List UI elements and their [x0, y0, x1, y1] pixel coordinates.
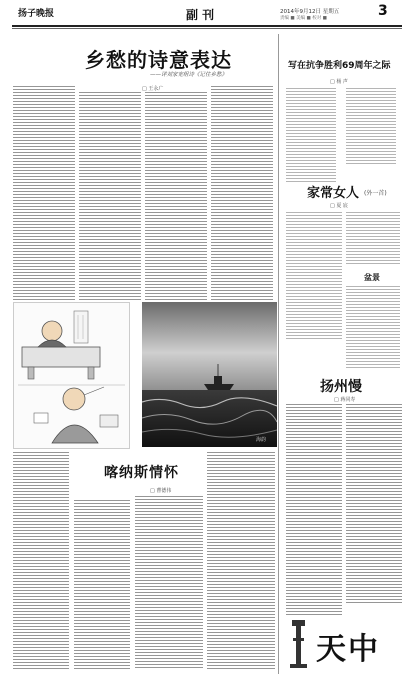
main-article-column-1 — [13, 86, 75, 302]
war-poem-byline: □ 杨 声 — [330, 79, 348, 85]
yangzhou-column-2 — [346, 404, 402, 604]
yangzhou-title: 扬州慢 — [320, 379, 362, 395]
main-article-byline: □ 王永广 — [142, 86, 164, 92]
bonsai-poem-verse — [346, 286, 400, 370]
bonsai-poem-title: 盆景 — [364, 273, 380, 282]
masthead-rule — [12, 25, 402, 27]
kanas-column-2 — [207, 452, 275, 670]
lower-left-column-1 — [13, 452, 69, 670]
lower-left-column-2 — [74, 500, 130, 670]
divider-vertical — [278, 34, 279, 674]
page-number: 3 — [378, 3, 388, 19]
main-article-column-4 — [211, 86, 273, 302]
family-poem-verse-1 — [286, 212, 342, 340]
main-article-column-3 — [145, 92, 207, 302]
date-line: 2014年9月12日 星期五 — [280, 9, 340, 15]
sea-photo-drawing — [142, 302, 277, 447]
editor-line: 责编 ■ 美编 ■ 校对 ■ — [280, 16, 327, 21]
main-article-subtitle: ——评刘家宽组诗《记住乡愁》 — [150, 72, 228, 78]
sea-photo — [142, 302, 277, 447]
column-logo-text: 天中 — [316, 632, 380, 667]
main-article-column-2 — [79, 92, 141, 302]
cartoon-drawing — [14, 303, 129, 448]
paper-name: 扬子晚报 — [18, 9, 55, 19]
yangzhou-byline: □ 蒋同寿 — [334, 397, 356, 403]
kanas-byline: □ 曹德伟 — [150, 488, 172, 494]
war-poem-title: 写在抗争胜利69周年之际 — [288, 61, 391, 71]
masthead — [0, 0, 415, 44]
column-logo — [286, 618, 402, 670]
masthead-rule-thin — [12, 28, 402, 29]
cartoon-image — [13, 302, 130, 449]
family-poem-verse-2 — [346, 212, 400, 264]
kanas-column-1 — [135, 496, 203, 670]
family-poem-byline: □ 夏 宸 — [330, 203, 348, 209]
family-poem-title: 家常女人 — [307, 186, 360, 201]
family-poem-title-suffix: (外一首) — [364, 190, 387, 197]
kanas-title: 喀纳斯情怀 — [104, 465, 179, 481]
war-poem-verse-2 — [346, 88, 396, 164]
war-poem-verse-3 — [286, 148, 336, 184]
main-article-title: 乡愁的诗意表达 — [85, 48, 232, 72]
section-title: 副 刊 — [186, 8, 215, 22]
sea-photo-caption: 海韵 — [256, 437, 267, 443]
yangzhou-column-1 — [286, 404, 342, 616]
